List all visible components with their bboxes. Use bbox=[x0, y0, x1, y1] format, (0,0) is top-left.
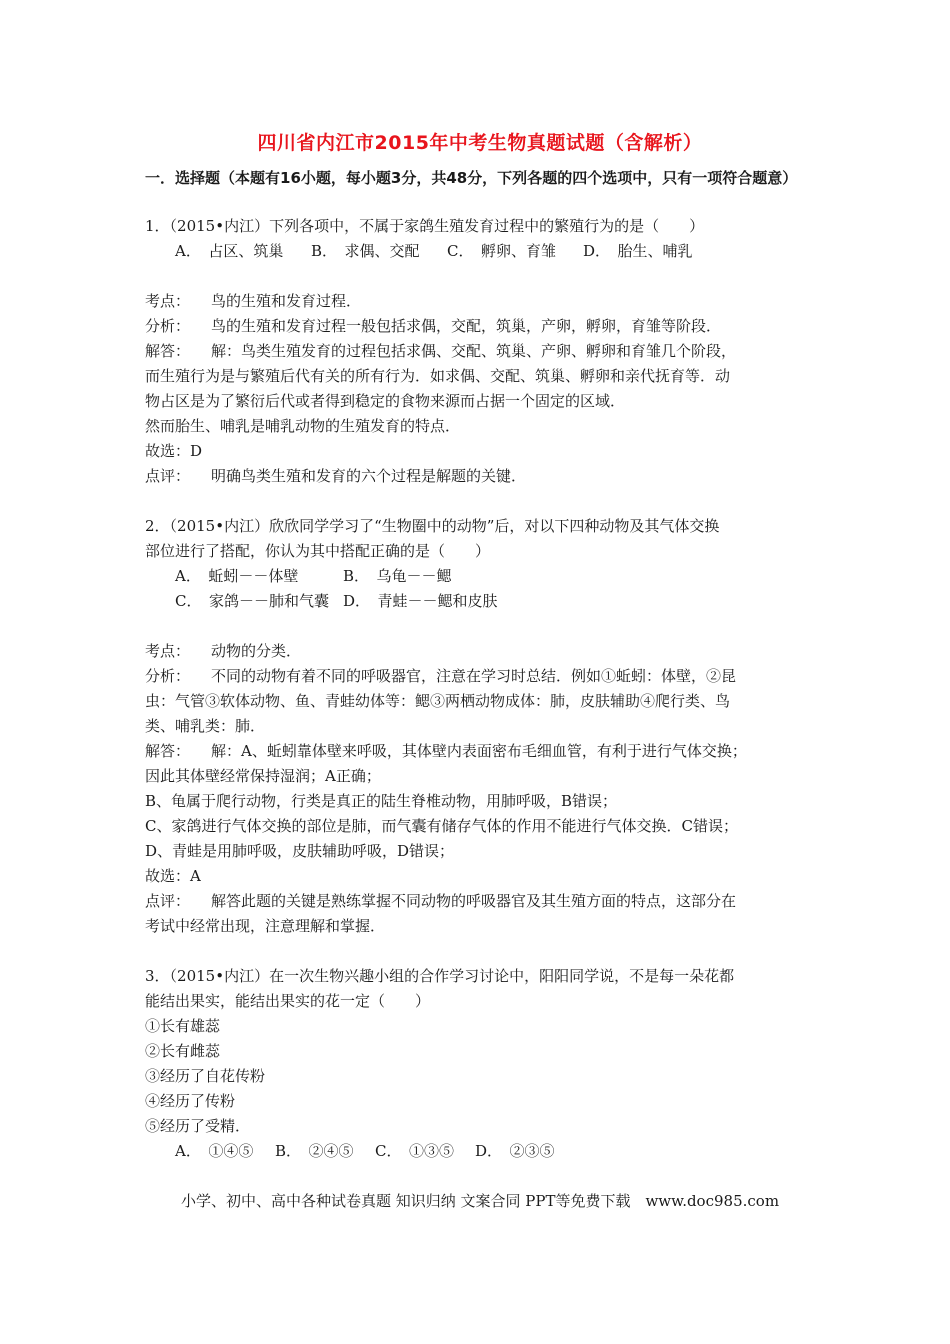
page-footer: 小学、初中、高中各种试卷真题 知识归纳 文案合同 PPT等免费下载 www.doc985.com bbox=[180, 1192, 780, 1210]
option-row bbox=[145, 564, 815, 589]
fenxi-row bbox=[145, 314, 815, 339]
option-b: B． 乌龟－－鳃 bbox=[343, 567, 452, 585]
dianping-text: 解答此题的关键是熟练掌握不同动物的呼吸器官及其生殖方面的特点，这部分在 bbox=[211, 892, 737, 910]
kaodian-text: 动物的分类． bbox=[211, 642, 302, 660]
jieda-continued: C、家鸽进行气体交换的部位是肺，而气囊有储存气体的作用不能进行气体交换．C错误； bbox=[145, 817, 738, 835]
document-title: 四川省内江市2015年中考生物真题试题（含解析） bbox=[257, 132, 703, 154]
dianping-row bbox=[145, 889, 815, 914]
question-1 bbox=[145, 214, 815, 489]
dianping-continued: 考试中经常出现，注意理解和掌握． bbox=[145, 917, 386, 935]
kaodian-row bbox=[145, 289, 815, 314]
option-a: A． ①④⑤ bbox=[175, 1142, 254, 1160]
option-row bbox=[145, 1139, 815, 1164]
option-c: C． 家鸽－－肺和气囊 bbox=[175, 592, 329, 610]
question-stem: 3．（2015•内江）在一次生物兴趣小组的合作学习讨论中，阳阳同学说，不是每一朵花都 bbox=[145, 967, 735, 985]
fenxi-continued: 虫：气管③软体动物、鱼、青蛙幼体等：鳃③两栖动物成体：肺，皮肤辅助④爬行类、鸟 bbox=[145, 692, 731, 710]
option-c: C． 孵卵、育雏 bbox=[447, 242, 556, 260]
jieda-row bbox=[145, 739, 815, 764]
jieda-row bbox=[145, 339, 815, 364]
fenxi-label: 分析： bbox=[145, 317, 191, 335]
list-item: ②长有雌蕊 bbox=[145, 1042, 221, 1060]
dianping-label: 点评： bbox=[145, 892, 191, 910]
option-row bbox=[145, 239, 815, 264]
option-d: D． ②③⑤ bbox=[475, 1142, 555, 1160]
option-a: A． 占区、筑巢 bbox=[175, 242, 284, 260]
question-2 bbox=[145, 514, 815, 939]
option-b: B． 求偶、交配 bbox=[311, 242, 420, 260]
kaodian-text: 鸟的生殖和发育过程． bbox=[211, 292, 362, 310]
option-c: C． ①③⑤ bbox=[375, 1142, 454, 1160]
dianping-row bbox=[145, 464, 815, 489]
list-item: ⑤经历了受精． bbox=[145, 1117, 251, 1135]
section-heading: 一．选择题（本题有16小题，每小题3分，共48分，下列各题的四个选项中，只有一项符合题意） bbox=[145, 169, 798, 187]
list-item: ①长有雄蕊 bbox=[145, 1017, 221, 1035]
question-stem: 2．（2015•内江）欣欣同学学习了“生物圈中的动物”后，对以下四种动物及其气体交换 bbox=[145, 517, 720, 535]
jieda-continued: D、青蛙是用肺呼吸，皮肤辅助呼吸，D错误； bbox=[145, 842, 455, 860]
dianping-label: 点评： bbox=[145, 467, 191, 485]
kaodian-label: 考点： bbox=[145, 292, 191, 310]
option-row bbox=[145, 589, 815, 614]
jieda-text: 解：鸟类生殖发育的过程包括求偶、交配、筑巢、产卵、孵卵和育雏几个阶段， bbox=[211, 342, 737, 360]
jieda-continued: 然而胎生、哺乳是哺乳动物的生殖发育的特点． bbox=[145, 417, 461, 435]
question-stem-continued: 能结出果实，能结出果实的花一定（ ） bbox=[145, 992, 431, 1010]
fenxi-row bbox=[145, 664, 815, 689]
kaodian-label: 考点： bbox=[145, 642, 191, 660]
fenxi-text: 不同的动物有着不同的呼吸器官，注意在学习时总结．例如①蚯蚓：体壁，②昆 bbox=[211, 667, 737, 685]
answer-choice: 故选：A bbox=[145, 867, 201, 885]
jieda-text: 解：A、蚯蚓靠体壁来呼吸，其体壁内表面密布毛细血管，有利于进行气体交换； bbox=[211, 742, 747, 760]
question-3 bbox=[145, 964, 815, 1164]
fenxi-label: 分析： bbox=[145, 667, 191, 685]
question-stem-continued: 部位进行了搭配，你认为其中搭配正确的是（ ） bbox=[145, 542, 491, 560]
kaodian-row bbox=[145, 639, 815, 664]
option-a: A． 蚯蚓－－体壁 bbox=[175, 567, 299, 585]
dianping-text: 明确鸟类生殖和发育的六个过程是解题的关键． bbox=[211, 467, 527, 485]
option-b: B． ②④⑤ bbox=[275, 1142, 354, 1160]
jieda-continued: 而生殖行为是与繁殖后代有关的所有行为．如求偶、交配、筑巢、孵卵和亲代抚育等．动 bbox=[145, 367, 731, 385]
option-d: D． 胎生、哺乳 bbox=[583, 242, 693, 260]
jieda-label: 解答： bbox=[145, 342, 191, 360]
jieda-continued: 因此其体壁经常保持湿润；A正确； bbox=[145, 767, 381, 785]
question-stem: 1．（2015•内江）下列各项中，不属于家鸽生殖发育过程中的繁殖行为的是（ ） bbox=[145, 217, 705, 235]
jieda-label: 解答： bbox=[145, 742, 191, 760]
answer-choice: 故选：D bbox=[145, 442, 203, 460]
jieda-continued: 物占区是为了繁衍后代或者得到稳定的食物来源而占据一个固定的区域． bbox=[145, 392, 626, 410]
list-item: ④经历了传粉 bbox=[145, 1092, 236, 1110]
option-d: D． 青蛙－－鳃和皮肤 bbox=[343, 592, 498, 610]
fenxi-text: 鸟的生殖和发育过程一般包括求偶，交配，筑巢，产卵，孵卵，育雏等阶段． bbox=[211, 317, 722, 335]
fenxi-continued: 类、哺乳类：肺． bbox=[145, 717, 266, 735]
list-item: ③经历了自花传粉 bbox=[145, 1067, 266, 1085]
jieda-continued: B、龟属于爬行动物，行类是真正的陆生脊椎动物，用肺呼吸，B错误； bbox=[145, 792, 618, 810]
